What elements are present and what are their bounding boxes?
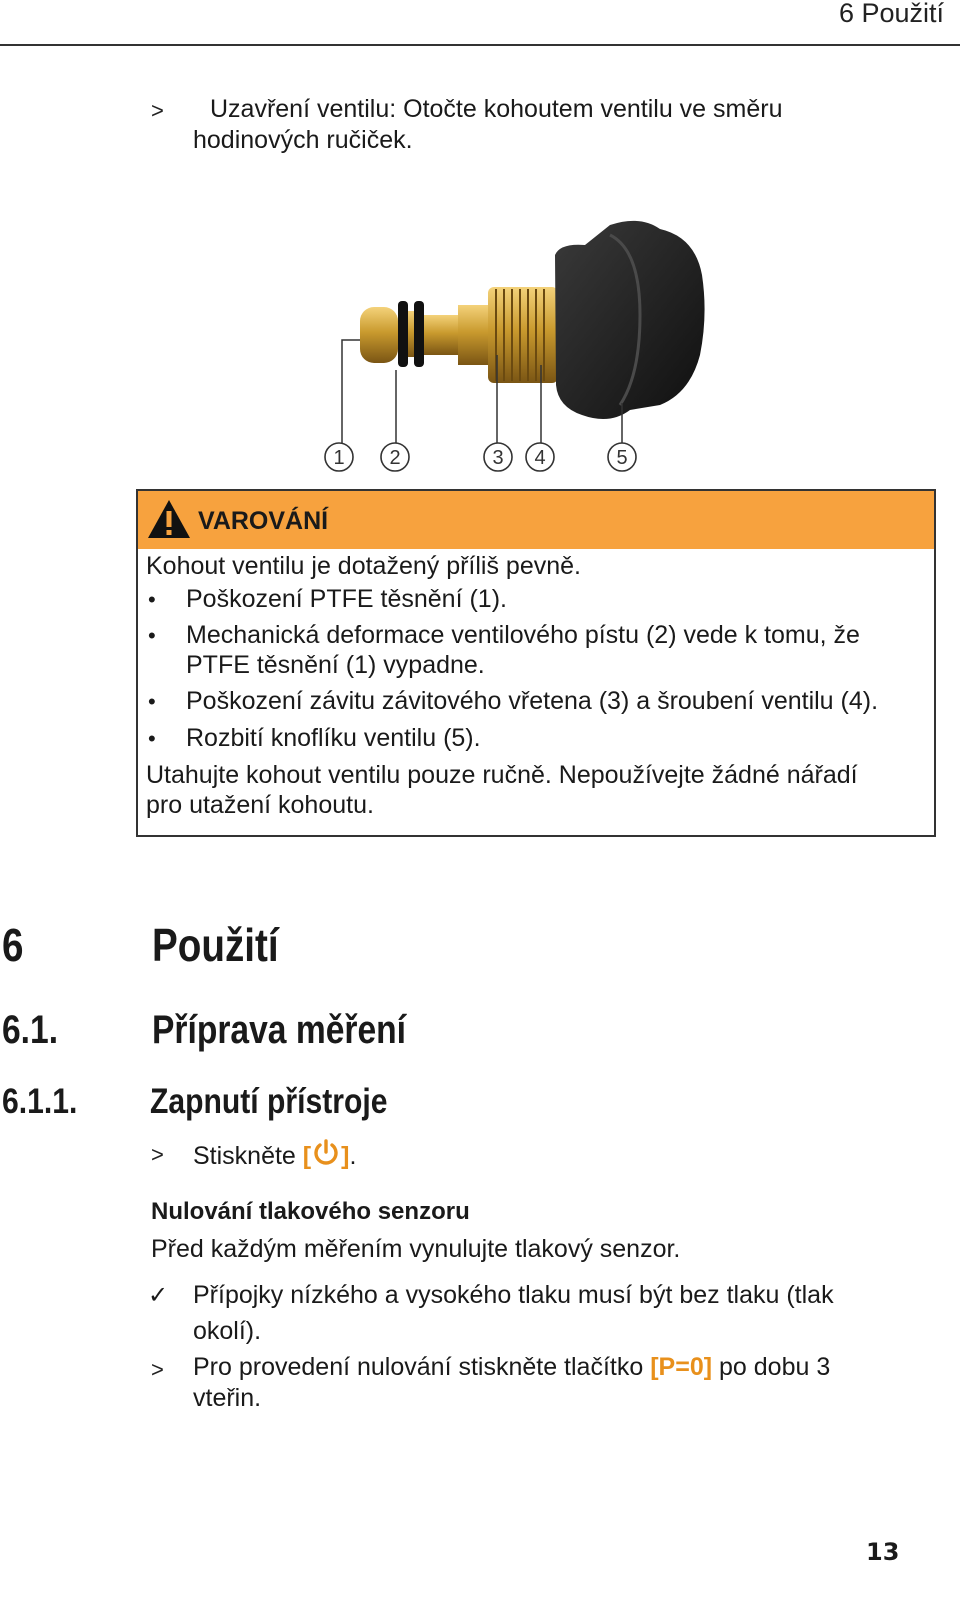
power-step-suffix: . bbox=[349, 1142, 357, 1170]
warning-intro: Kohout ventilu je dotažený příliš pevně. bbox=[146, 552, 581, 580]
header-rule bbox=[0, 44, 960, 46]
heading-pouziti: Použití bbox=[152, 919, 279, 971]
subheading-nulovani: Nulování tlakového senzoru bbox=[151, 1198, 470, 1225]
zeroing-step-text: Pro provedení nulování stiskněte tlačítko bbox=[193, 1353, 644, 1381]
callout-5: 5 bbox=[616, 447, 628, 469]
callout-2: 2 bbox=[389, 447, 401, 469]
warning-bullet-4: Rozbití knoflíku ventilu (5). bbox=[186, 724, 481, 752]
step-marker: > bbox=[151, 1142, 164, 1167]
bracket-close: ] bbox=[341, 1142, 350, 1170]
check-mark-icon: ✓ bbox=[148, 1281, 169, 1309]
warning-title: VAROVÁNÍ bbox=[198, 507, 329, 535]
warning-bullet-2-line2: PTFE těsnění (1) vypadne. bbox=[186, 651, 485, 679]
step-marker: > bbox=[151, 98, 164, 123]
step-marker: > bbox=[151, 1357, 164, 1382]
warning-triangle-icon bbox=[146, 498, 192, 540]
page-number: 13 bbox=[866, 1538, 900, 1566]
zeroing-step-line1 bbox=[193, 1352, 830, 1383]
warning-outro-line2: pro utažení kohoutu. bbox=[146, 791, 374, 819]
heading-priprava-mereni: Příprava měření bbox=[152, 1008, 407, 1052]
heading-zapnuti-pristroje: Zapnutí přístroje bbox=[150, 1082, 388, 1121]
power-step-line bbox=[193, 1138, 356, 1172]
valve-illustration bbox=[360, 221, 705, 419]
precondition-line1: Přípojky nízkého a vysokého tlaku musí být bez tlaku (tlak bbox=[193, 1281, 834, 1309]
heading-number-6: 6 bbox=[2, 919, 24, 971]
bullet-dot: • bbox=[148, 587, 156, 612]
running-header-title: 6 Použití bbox=[838, 0, 944, 28]
zeroing-step-suffix: po dobu 3 bbox=[719, 1353, 831, 1381]
warning-bullet-3: Poškození závitu závitového vřetena (3) a šroubení ventilu (4). bbox=[186, 687, 879, 715]
precondition-line2: okolí). bbox=[193, 1317, 262, 1345]
power-icon bbox=[311, 1138, 341, 1168]
callout-4: 4 bbox=[534, 447, 546, 469]
warning-outro-line1: Utahujte kohout ventilu pouze ručně. Nepoužívejte žádné nářadí bbox=[146, 761, 858, 789]
heading-number-6-1-1: 6.1.1. bbox=[2, 1082, 78, 1121]
warning-header bbox=[138, 491, 934, 549]
warning-bullet-1: Poškození PTFE těsnění (1). bbox=[186, 585, 507, 613]
power-step-text: Stiskněte bbox=[193, 1142, 296, 1170]
callout-3: 3 bbox=[492, 447, 504, 469]
p0-key-label: [P=0] bbox=[650, 1353, 713, 1381]
valve-figure bbox=[310, 215, 730, 485]
callout-1: 1 bbox=[333, 447, 345, 469]
zeroing-step-line2: vteřin. bbox=[193, 1384, 262, 1412]
bullet-dot: • bbox=[148, 623, 156, 648]
bracket-open: [ bbox=[302, 1142, 312, 1170]
warning-bullet-2-line1: Mechanická deformace ventilového pístu (2) vede k tomu, že bbox=[186, 621, 860, 649]
step-text-line2: hodinových ručiček. bbox=[193, 126, 413, 154]
bullet-dot: • bbox=[148, 726, 156, 751]
zeroing-intro: Před každým měřením vynulujte tlakový senzor. bbox=[151, 1235, 681, 1263]
step-text-line1: Uzavření ventilu: Otočte kohoutem ventilu ve směru bbox=[210, 95, 783, 123]
warning-box bbox=[136, 489, 936, 837]
bullet-dot: • bbox=[148, 689, 156, 714]
heading-number-6-1: 6.1. bbox=[2, 1008, 59, 1052]
